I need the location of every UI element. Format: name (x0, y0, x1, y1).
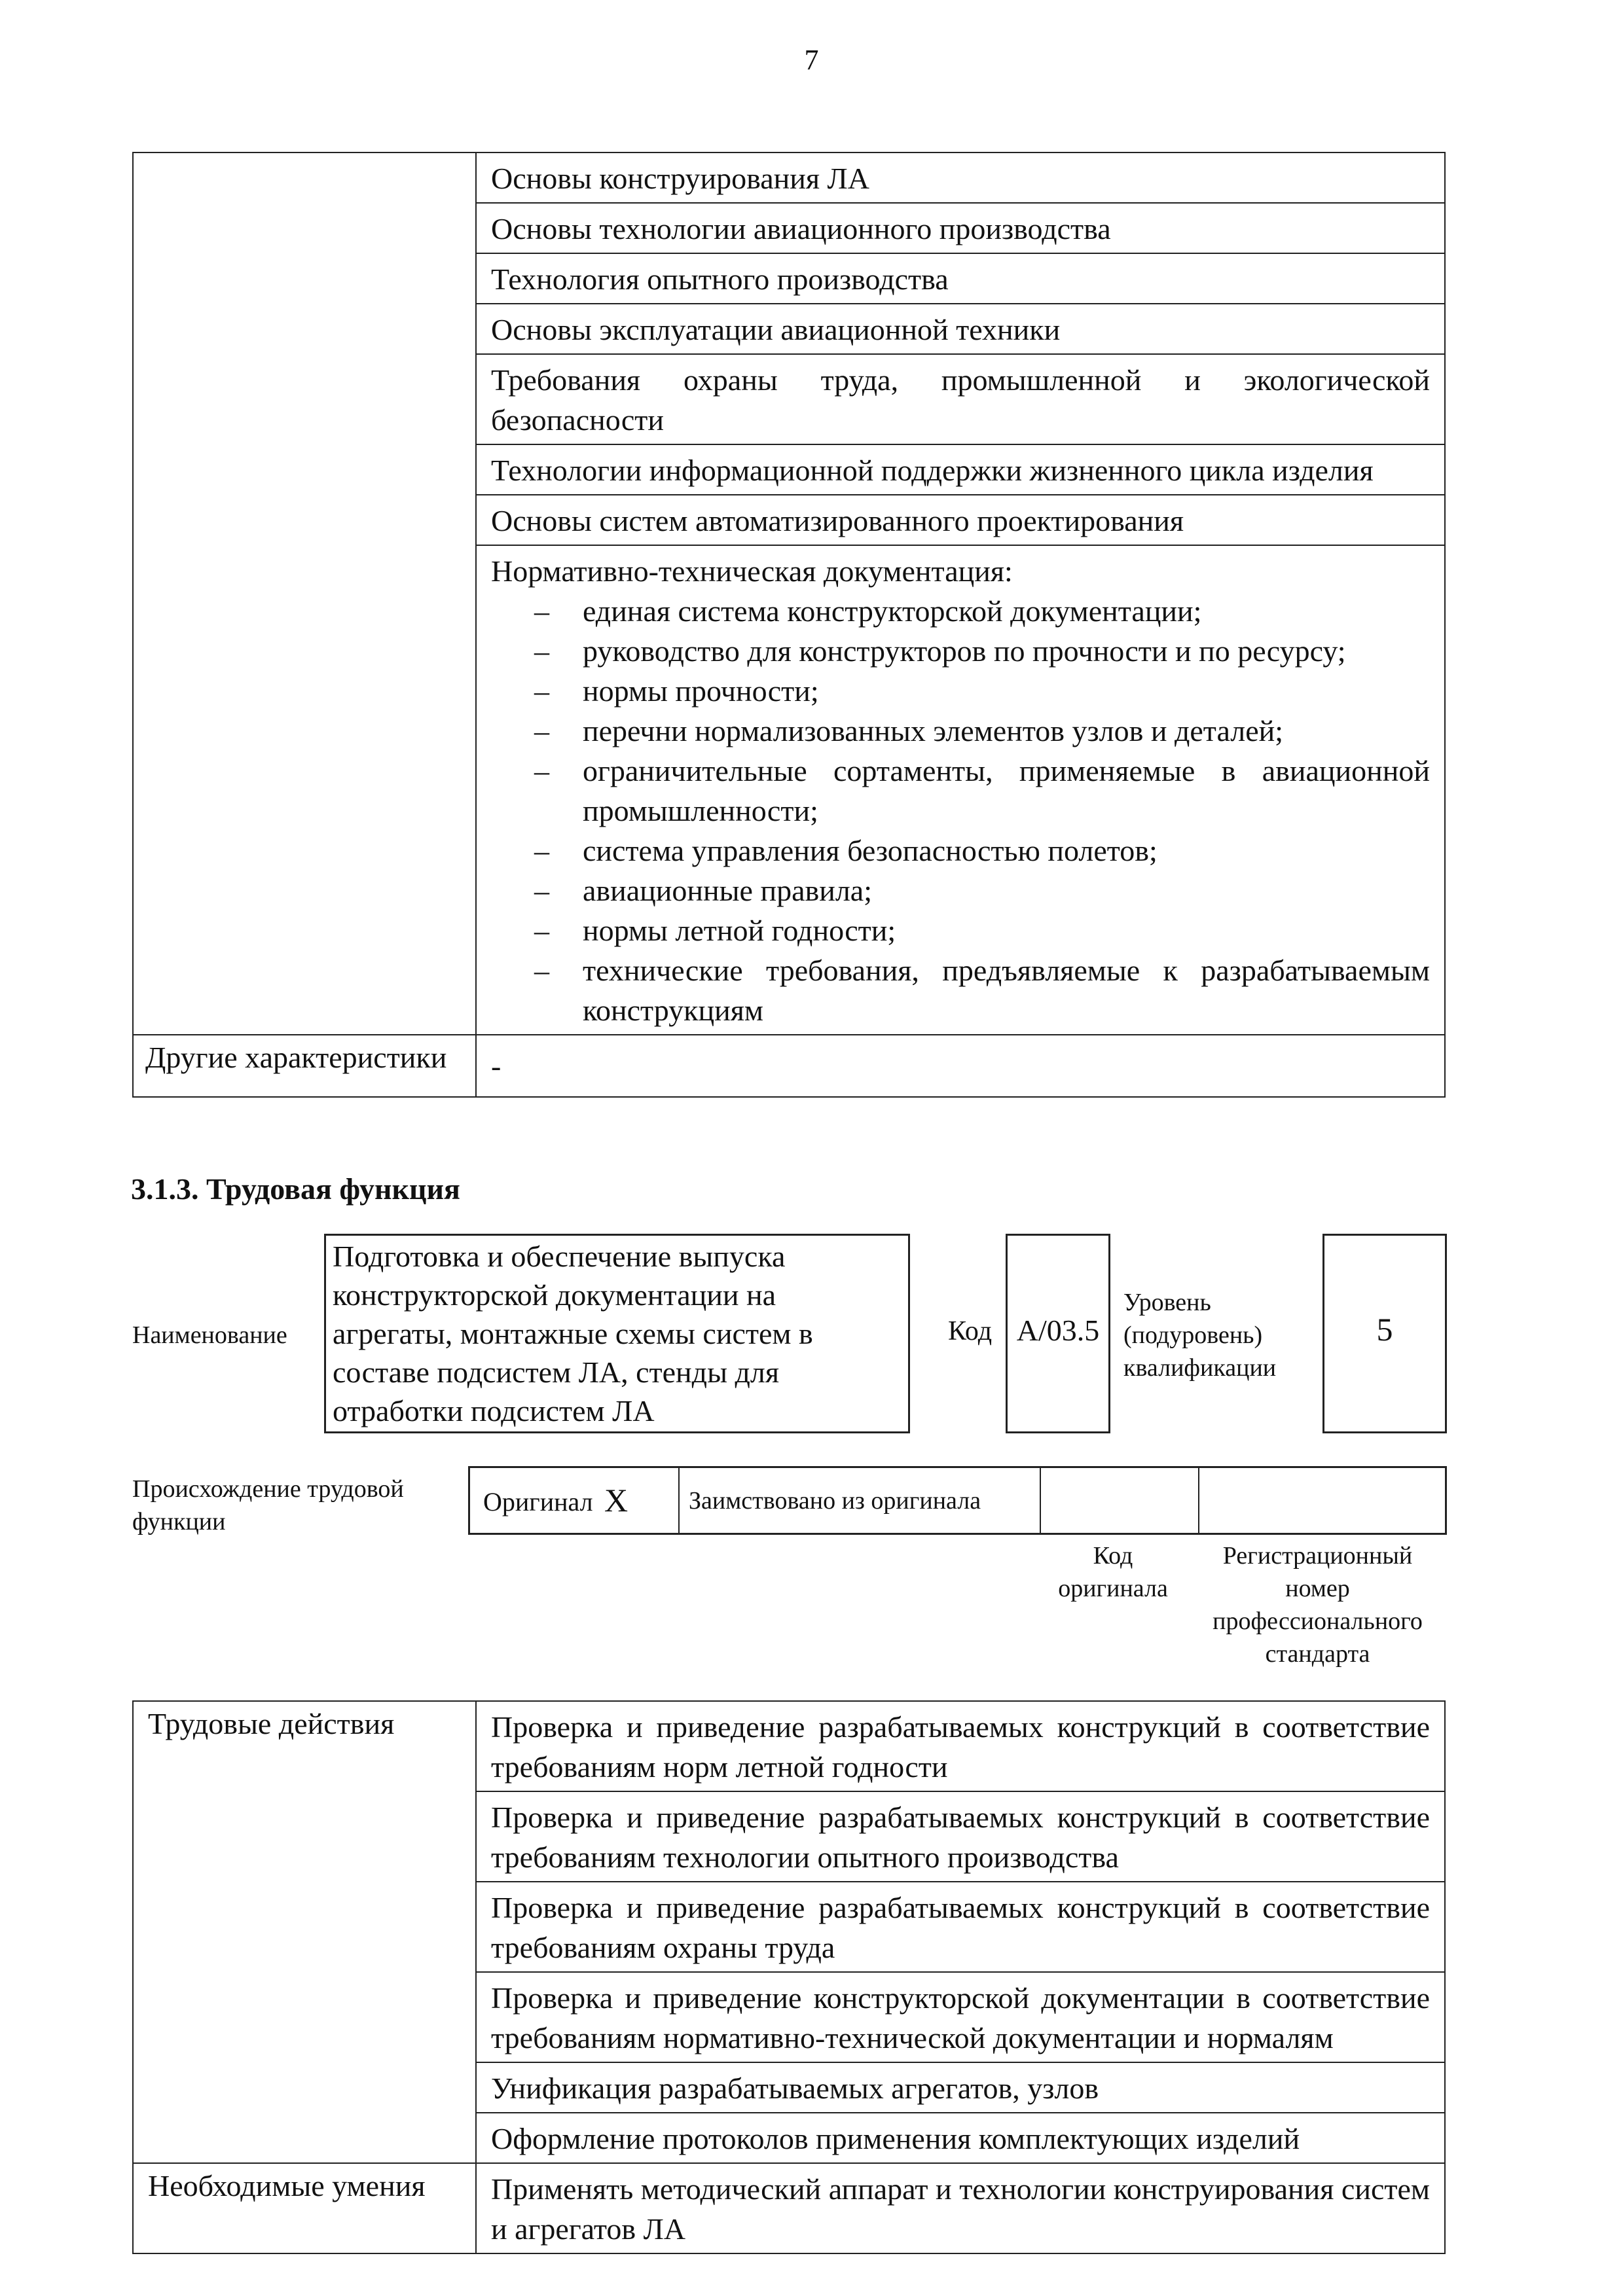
code-label: Код (948, 1316, 993, 1346)
function-name-value: Подготовка и обеспечение выпуска конструкторской документации на агрегаты, монтажные схемы систем в составе подсистем ЛА, стенды для отработки подсистем ЛА (333, 1240, 813, 1427)
section-heading: 3.1.3. Трудовая функция (131, 1172, 460, 1206)
origin-row (468, 1466, 1447, 1535)
knowledge-table (132, 152, 1446, 1098)
list-item: – руководство для конструкторов по прочности и по ресурсу; (491, 631, 1430, 671)
borrowed-cell (678, 1468, 1041, 1533)
action-row: Проверка и приведение разрабатываемых конструкций в соответствие требованиям технологии опытного производства (491, 1801, 1430, 1874)
knowledge-row: Основы технологии авиационного производства (491, 212, 1111, 245)
list-item: – технические требования, предъявляемые к разрабатываемым конструкциям (491, 950, 1430, 1030)
reg-number-caption: Регистрационный номер профессионального стандарта (1213, 1542, 1423, 1668)
level-label: Уровень (подуровень) квалификации (1123, 1289, 1277, 1382)
origin-label: Происхождение трудовой функции (132, 1475, 404, 1535)
level-value: 5 (1376, 1311, 1393, 1348)
borrowed-label: Заимствовано из оригинала (689, 1487, 981, 1515)
list-item: – перечни нормализованных элементов узлов и деталей; (491, 711, 1430, 751)
original-label: Оригинал (483, 1487, 593, 1516)
level-box (1322, 1234, 1447, 1433)
original-code-cell (1040, 1468, 1199, 1533)
actions-table (132, 1700, 1446, 2254)
other-characteristics-value: - (491, 1049, 501, 1083)
list-item: – авиационные правила; (491, 870, 1430, 910)
actions-label: Трудовые действия (148, 1707, 395, 1740)
function-name-box (324, 1234, 910, 1433)
action-row: Проверка и приведение конструкторской документации в соответствие требованиям нормативно-технической документации и нормалям (491, 1981, 1430, 2054)
knowledge-row: Технология опытного производства (491, 262, 949, 296)
knowledge-row: Основы эксплуатации авиационной техники (491, 313, 1061, 346)
list-item: – ограничительные сортаменты, применяемые в авиационной промышленности; (491, 751, 1430, 831)
name-label: Наименование (132, 1321, 287, 1349)
action-row: Унификация разрабатываемых агрегатов, узлов (491, 2072, 1099, 2105)
normative-doc-cell (477, 546, 1444, 1034)
action-row: Проверка и приведение разрабатываемых конструкций в соответствие требованиям охраны труда (491, 1891, 1430, 1964)
knowledge-label-cell (133, 152, 476, 1035)
list-item: – нормы прочности; (491, 671, 1430, 711)
code-box (1006, 1234, 1110, 1433)
list-item: – нормы летной годности; (491, 910, 1430, 950)
reg-number-cell (1198, 1468, 1445, 1533)
list-item: – система управления безопасностью полетов; (491, 831, 1430, 870)
original-cell (470, 1468, 680, 1533)
normative-list (491, 591, 1430, 1030)
action-row: Оформление протоколов применения комплектующих изделий (491, 2122, 1300, 2155)
skills-label: Необходимые умения (148, 2169, 426, 2202)
knowledge-row: Требования охраны труда, промышленной и экологической безопасности (491, 363, 1430, 437)
page-number: 7 (804, 44, 819, 76)
skill-row: Применять методический аппарат и технологии конструирования систем и агрегатов ЛА (491, 2172, 1430, 2246)
knowledge-row: Основы систем автоматизированного проектирования (491, 504, 1184, 537)
original-code-caption: Код оригинала (1058, 1542, 1168, 1602)
original-mark: X (604, 1482, 629, 1518)
other-characteristics-label: Другие характеристики (145, 1041, 447, 1074)
action-row: Проверка и приведение разрабатываемых конструкций в соответствие требованиям норм летной годности (491, 1710, 1430, 1784)
code-value: А/03.5 (1016, 1314, 1100, 1347)
knowledge-row: Основы конструирования ЛА (491, 162, 869, 195)
knowledge-row: Технологии информационной поддержки жизненного цикла изделия (491, 454, 1374, 487)
list-item: – единая система конструкторской документации; (491, 591, 1430, 631)
normative-intro: Нормативно-техническая документация: (491, 554, 1013, 588)
